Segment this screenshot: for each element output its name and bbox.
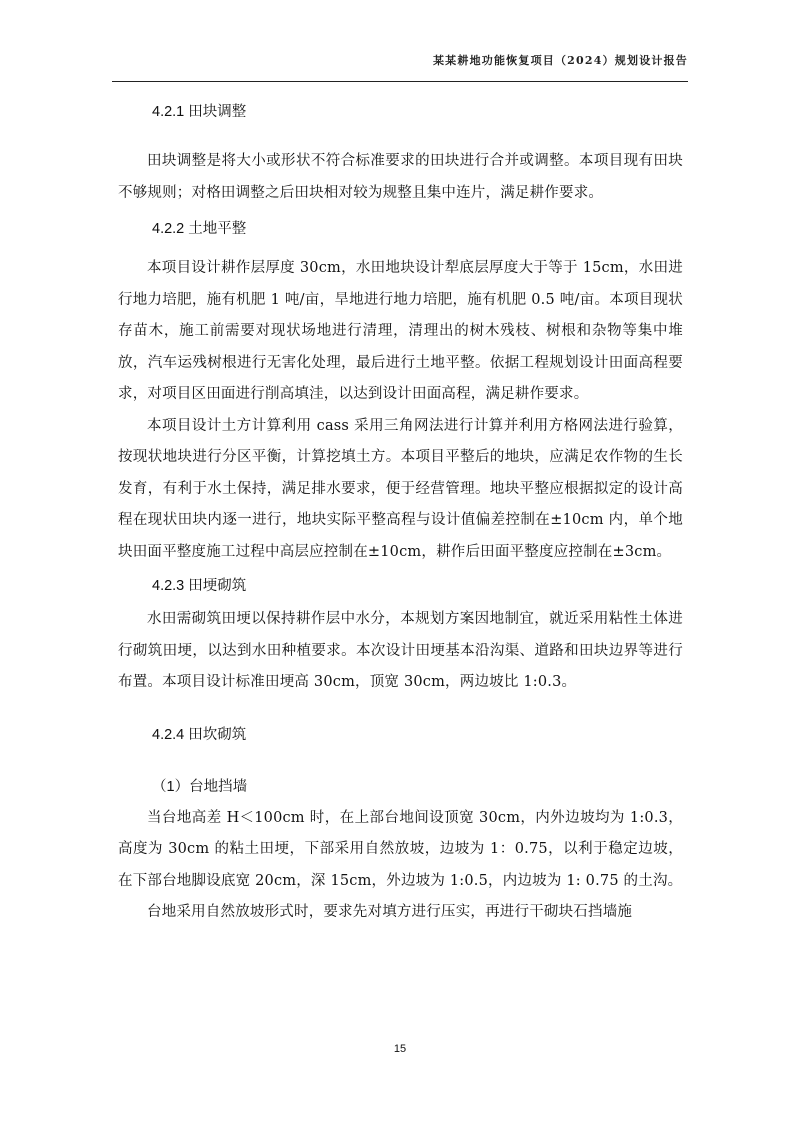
section-heading-4-2-2: 4.2.2 土地平整 [152, 221, 247, 237]
paragraph: 本项目设计土方计算利用 cass 采用三角网法进行计算并利用方格网法进行验算，按现状地块进行分区平衡，计算挖填土方。本项目平整后的地块，应满足农作物的生长发育，有利于水土保持，满足排水要求，便于经营管理。地块平整应根据拟定的设计高程在现状田块内逐一进行，地块实际平整高程与设计值偏差控制在±10cm 内，单个地块田面平整度施工过程中高层应控制在±10cm，耕作后田面平整度应控制在±3cm。 [118, 417, 683, 560]
paragraph: 田块调整是将大小或形状不符合标准要求的田块进行合并或调整。本项目现有田块不够规则；对格田调整之后田块相对较为规整且集中连片，满足耕作要求。 [118, 153, 683, 201]
paragraph: 当台地高差 H＜100cm 时，在上部台地间设顶宽 30cm，内外边坡均为 1:0.3，高度为 30cm 的粘土田埂，下部采用自然放坡，边坡为 1：0.75，以利于稳定边坡，在下部台地脚设底宽 20cm，深 15cm，外边坡为 1:0.5，内边坡为 1: 0.75 的土沟。 [118, 809, 683, 889]
paragraph: 本项目设计耕作层厚度 30cm，水田地块设计犁底层厚度大于等于 15cm，水田进行地力培肥，施有机肥 1 吨/亩，旱地进行地力培肥，施有机肥 0.5 吨/亩。本项目现状存苗木，施工前需要对现状场地进行清理，清理出的树木残枝、树根和杂物等集中堆放，汽车运残树根进行无害化处理，最后进行土地平整。依据工程规划设计田面高程要求，对项目区田面进行削高填洼，以达到设计田面高程，满足耕作要求。 [118, 260, 683, 402]
paragraph: 水田需砌筑田埂以保持耕作层中水分，本规划方案因地制宜，就近采用粘性土体进行砌筑田埂，以达到水田种植要求。本次设计田埂基本沿沟渠、道路和田块边界等进行布置。本项目设计标准田埂高 30cm，顶宽 30cm，两边坡比 1:0.3。 [118, 611, 683, 690]
section-heading-4-2-3: 4.2.3 田埂砌筑 [152, 578, 247, 594]
header-divider [112, 81, 688, 82]
section-heading-4-2-1: 4.2.1 田块调整 [152, 104, 247, 120]
section-heading-4-2-4: 4.2.4 田坎砌筑 [152, 726, 247, 743]
page-number: 15 [393, 1043, 407, 1055]
running-header: 某某耕地功能恢复项目（2024）规划设计报告 [432, 54, 688, 67]
document-body [118, 96, 683, 929]
subheading-terrace-retaining-wall: （1）台地挡墙 [152, 778, 248, 795]
paragraph: 台地采用自然放坡形式时，要求先对填方进行压实，再进行干砌块石挡墙施 [147, 904, 633, 920]
